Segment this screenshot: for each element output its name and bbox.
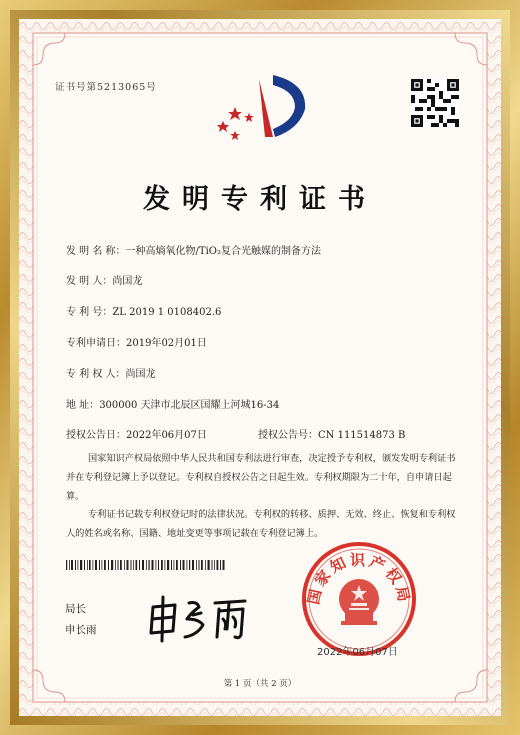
field-value: 尚国龙: [125, 369, 156, 380]
field-application-date: [66, 334, 207, 349]
qr-code-icon: [411, 79, 459, 127]
field-grant-number: [258, 426, 405, 441]
field-value: ZL 2019 1 0108402.6: [112, 307, 222, 318]
field-patent-number: [66, 303, 221, 318]
signer-title: 局长: [65, 603, 86, 615]
field-label: 地 址：: [66, 400, 100, 411]
field-invention-name: [66, 242, 321, 257]
statement-paragraph-1: 国家知识产权局依照中华人民共和国专利法进行审查，决定授予专利权，颁发发明专利证书并在专利登记簿上予以登记。专利权自授权公告之日起生效。专利权期限为二十年，自申请日起算。: [66, 453, 456, 502]
certificate-title: 发明专利证书: [143, 184, 377, 215]
field-patentee: [66, 365, 156, 380]
certificate-paper: [19, 19, 501, 716]
field-value: 2019年02月01日: [126, 338, 207, 349]
field-label: 专利申请日：: [66, 338, 126, 349]
field-value: CN 111514873 B: [318, 430, 406, 441]
field-value: 300000 天津市北辰区国耀上河城16-34: [99, 400, 280, 411]
official-seal: [301, 541, 417, 657]
director-signature: [145, 593, 255, 643]
field-value: 2022年06月07日: [126, 430, 207, 441]
field-label: 授权公告日：: [66, 430, 126, 441]
field-label: 授权公告号：: [258, 430, 318, 441]
field-address: [66, 396, 279, 411]
seal-text: 国家知识产权局: [304, 551, 414, 607]
field-label: 专 利 号：: [66, 307, 113, 318]
seal-date: 2022年06月07日: [317, 647, 398, 658]
patent-office-logo-icon: [215, 69, 307, 149]
page-footer: 第 1 页（共 2 页）: [223, 679, 297, 689]
field-grant-date: [66, 426, 207, 441]
field-label: 专 利 权 人：: [66, 369, 126, 380]
field-label: 发 明 名 称：: [66, 246, 126, 257]
field-value: 一种高熵氧化物/TiO₂复合光触媒的制备方法: [125, 246, 321, 257]
field-label: 发 明 人：: [66, 276, 113, 287]
certificate-number: 证书号第5213065号: [55, 82, 157, 93]
field-value: 尚国龙: [112, 276, 143, 287]
statement-paragraph-2: 专利证书记载专利权登记时的法律状况。专利权的转移、质押、无效、终止、恢复和专利权人的姓名或名称、国籍、地址变更等事项记载在专利登记簿上。: [66, 509, 456, 539]
barcode-icon: [66, 560, 226, 570]
signer-name: 申长雨: [65, 624, 97, 636]
field-inventor: [66, 272, 142, 287]
